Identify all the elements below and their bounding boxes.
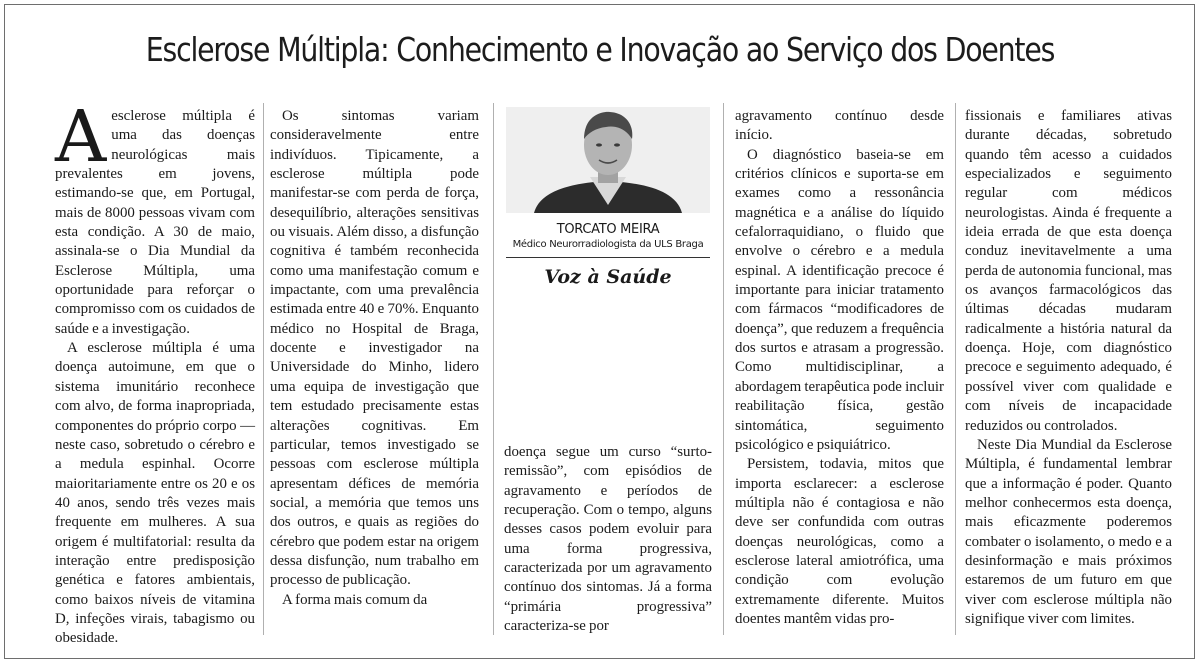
drop-cap: A — [55, 95, 107, 178]
article-paragraph — [55, 95, 255, 339]
column-rule — [955, 103, 956, 635]
article-paragraph: A forma mais comum da — [282, 591, 428, 608]
article-column-2 — [270, 107, 479, 610]
article-paragraph: doença segue um curso “surto-remissão”, com episódios de agravamento e períodos de recuperação. Com o tempo, alguns desses casos podem evoluir para uma forma progressiva, caracterizada por um agravamento contínuo dos sintomas. Já a forma “primária progressiva” caracteriza-se por — [504, 444, 712, 635]
column-rule — [263, 103, 264, 635]
divider — [506, 257, 710, 258]
article-column-5 — [965, 107, 1172, 629]
article-paragraph: agravamento contínuo desde início. — [735, 108, 944, 144]
article-paragraph: Os sintomas variam consideravelmente entre indivíduos. Tipicamente, a esclerose múltipla pode manifestar-se com perda de força, desequilíbrio, alterações sensitivas ou visuais. Além disso, a disfunção cognitiva é também reconhecida como uma manifestação comum e impactante, com uma prevalência estimada entre 40 e 70%. Enquanto médico no Hospital de Braga, docente e investigador na Universidade do Minho, lidero uma equipa de investigação que tem estudado precisamente estas alterações cognitivas. Em particular, temos investigado se pessoas com esclerose múltipla apresentam défices de memória social, a memória que temos uns dos outros, e quais as regiões do cérebro que podem estar na origem dessa disfunção, num trabalho em processo de publicação. — [270, 108, 479, 589]
article-paragraph: Neste Dia Mundial da Esclerose Múltipla, é fundamental lembrar que a informação é poder. Quanto melhor conhecermos esta doença, mais eficazmente poderemos combater o isolamento, o medo e a desinformação e mais próximos estaremos de um futuro em que viver com esclerose múltipla não signifique viver com limites. — [965, 436, 1172, 627]
column-rule — [493, 103, 494, 635]
article-column-4 — [735, 107, 944, 629]
article-paragraph: A esclerose múltipla é uma doença autoimune, em que o sistema imunitário reconhece com alvo, de forma inapropriada, componentes do próprio corpo — neste caso, sobretudo o cérebro e a medula espinhal. Ocorre maioritariamente entre os 20 e os 40 anos, sendo três vezes mais frequente em mulheres. A sua origem é multifatorial: resulta da interação entre predisposição genética e fatores ambientais, como baixos níveis de vitamina D, infeções virais, tabagismo ou obesidade. — [55, 340, 255, 647]
article-column-1 — [55, 95, 255, 649]
article-paragraph: fissionais e familiares ativas durante décadas, sobretudo quando têm acesso a cuidados especializados e seguimento regular com médicos neurologistas. Ainda é frequente a ideia errada de que esta doença conduz inevitavelmente a uma perda de autonomia funcional, mas os avanços farmacológicos das últimas décadas mudaram radicalmente a história natural da doença. Hoje, com diagnóstico precoce e seguimento adequado, é possível viver com qualidade e com níveis de incapacidade reduzidos ou controlados. — [965, 108, 1172, 434]
author-portrait-image — [506, 107, 710, 213]
article-paragraph: O diagnóstico baseia-se em critérios clínicos e suporta-se em exames como a ressonância magnética e a análise do líquido cefalorraquidiano, o fluido que envolve o cérebro e a medula espinal. A identificação precoce é importante para iniciar tratamento com fármacos “modificadores de doença”, que reduzem a frequência dos surtos e atrasam a progressão. Como multidisciplinar, a abordagem terapêutica pode incluir reabilitação física, gestão sintomática, seguimento psicológico e psiquiátrico. — [735, 146, 944, 453]
paragraph-text: esclerose múltipla é uma das doenças neurológicas mais prevalentes em jovens, estimando-se que, em Portugal, mais de 8000 pessoas vivam com esta condição. A 30 de maio, assinala-se o Dia Mundial da Esclerose Múltipla, uma oportunidade para reforçar o compromisso com os cuidados de saúde e a investigação. — [55, 108, 255, 337]
author-role: Médico Neurorradiologista da ULS Braga — [512, 239, 704, 250]
article-column-3 — [504, 443, 712, 636]
section-name: Voz à Saúde — [544, 266, 672, 288]
author-name: TORCATO MEIRA — [556, 222, 660, 237]
column-rule — [723, 103, 724, 635]
author-photo — [506, 107, 710, 213]
article-title: Esclerose Múltipla: Conhecimento e Inovação ao Serviço dos Doentes — [145, 30, 1055, 69]
article-paragraph: Persistem, todavia, mitos que importa esclarecer: a esclerose múltipla não é contagiosa e não deve ser confundida com outras doenças neurológicas, como a esclerose lateral amiotrófica, uma condição com evolução extremamente diferente. Muitos doentes mantêm vidas pro- — [735, 456, 944, 627]
